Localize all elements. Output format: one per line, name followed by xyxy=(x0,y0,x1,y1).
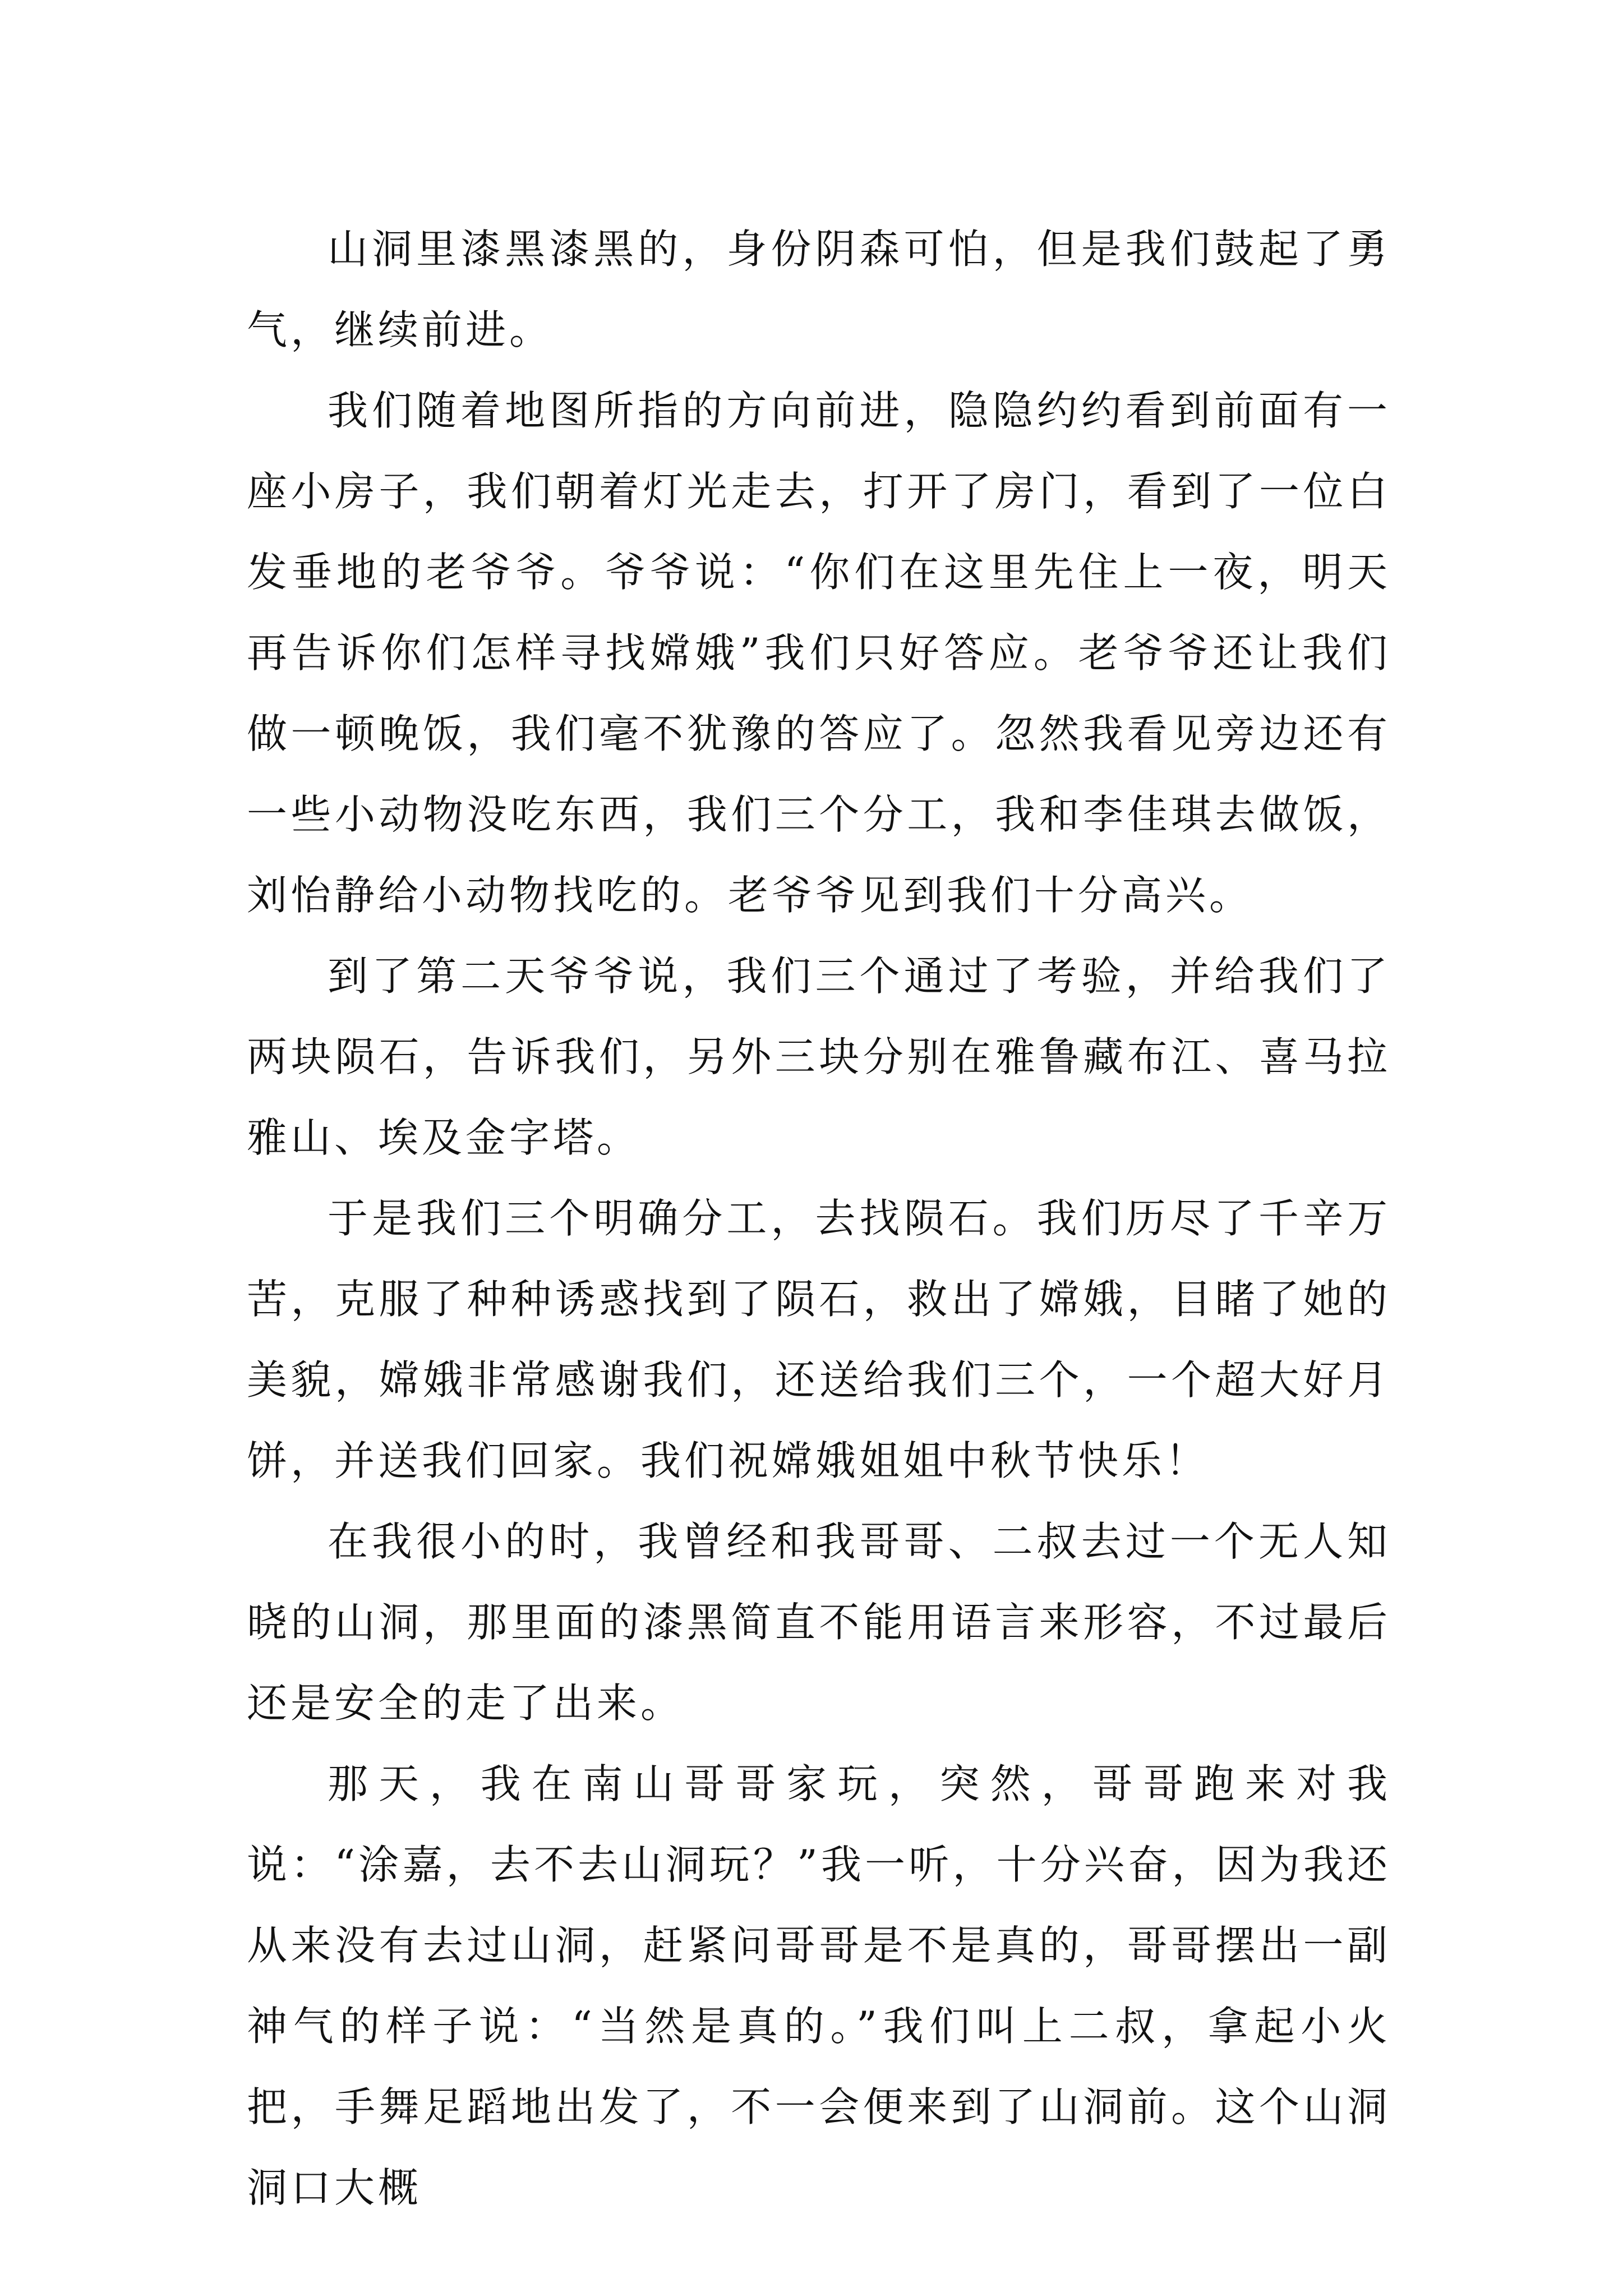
paragraph-6: 那天，我在南山哥哥家玩，突然，哥哥跑来对我说：“涂嘉，去不去山洞玩？”我一听，十分兴奋，因为我还从来没有去过山洞，赶紧问哥哥是不是真的，哥哥摆出一副神气的样子说：“当然是真的。”我们叫上二叔，拿起小火把，手舞足蹈地出发了，不一会便来到了山洞前。这个山洞洞口大概 xyxy=(247,1760,1391,2211)
paragraph-1: 山洞里漆黑漆黑的，身份阴森可怕，但是我们鼓起了勇气，继续前进。 xyxy=(247,226,1391,353)
paragraph-5: 在我很小的时，我曾经和我哥哥、二叔去过一个无人知晓的山洞，那里面的漆黑简直不能用语言来形容，不过最后还是安全的走了出来。 xyxy=(247,1518,1391,1727)
paragraph-2: 我们随着地图所指的方向前进，隐隐约约看到前面有一座小房子，我们朝着灯光走去，打开了房门，看到了一位白发垂地的老爷爷。爷爷说：“你们在这里先住上一夜，明天再告诉你们怎样寻找嫦娥”我们只好答应。老爷爷还让我们做一顿晚饭，我们毫不犹豫的答应了。忽然我看见旁边还有一些小动物没吃东西，我们三个分工，我和李佳琪去做饭，刘怡静给小动物找吃的。老爷爷见到我们十分高兴。 xyxy=(247,387,1391,919)
paragraph-3: 到了第二天爷爷说，我们三个通过了考验，并给我们了两块陨石，告诉我们，另外三块分别在雅鲁藏布江、喜马拉雅山、埃及金字塔。 xyxy=(247,953,1391,1161)
document-body xyxy=(247,209,1391,2228)
paragraph-4: 于是我们三个明确分工，去找陨石。我们历尽了千辛万苦，克服了种种诱惑找到了陨石，救出了嫦娥，目睹了她的美貌，嫦娥非常感谢我们，还送给我们三个，一个超大好月饼，并送我们回家。我们祝嫦娥姐姐中秋节快乐！ xyxy=(247,1195,1391,1484)
